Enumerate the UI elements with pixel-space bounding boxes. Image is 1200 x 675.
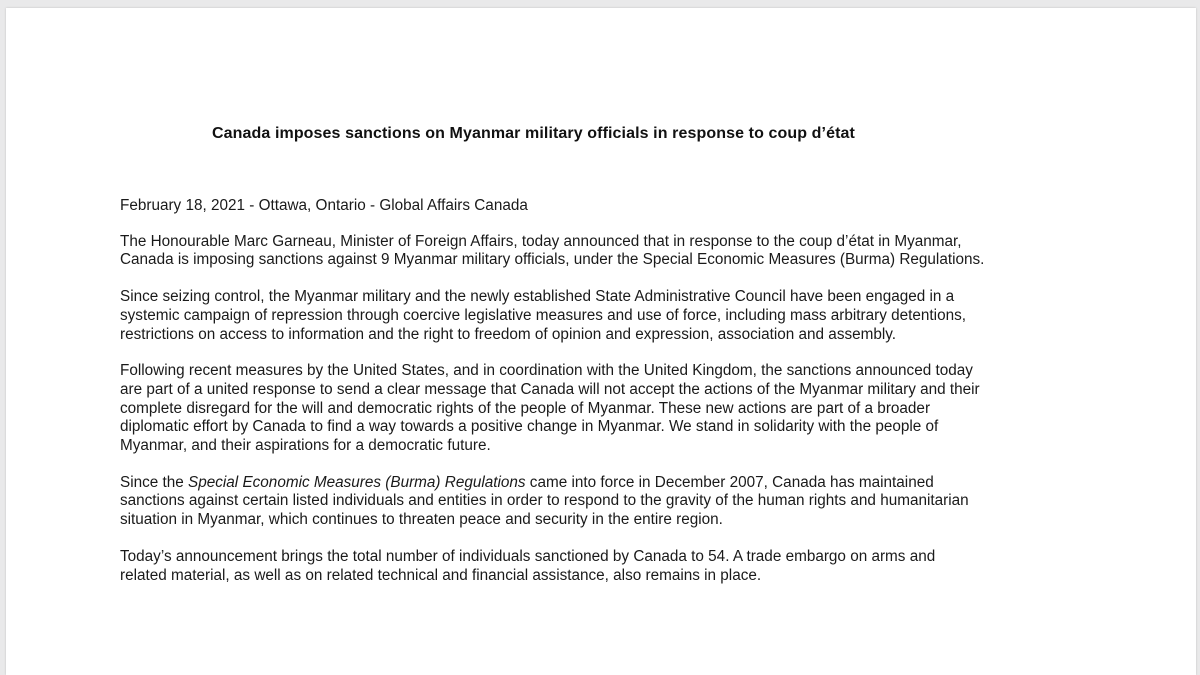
paragraph-regulations-rest: came into force in December 2007, Canada has maintained sanctions against certain listed individuals and entities in order to respond to the gravity of the human rights and humanitarian situation in Myanmar, which continues to threaten peace and security in the entire region.: [120, 473, 969, 529]
paragraph-united-response: Following recent measures by the United States, and in coordination with the United Kingdom, the sanctions announced today are part of a united response to send a clear message that Canada will not accept the actions of the Myanmar military and their complete disregard for the will and democratic rights of the people of Myanmar. These new actions are part of a broader diplomatic effort by Canada to find a way towards a positive change in Myanmar. We stand in solidarity with the people of Myanmar, and their aspirations for a democratic future.: [120, 362, 980, 455]
dateline: February 18, 2021 - Ottawa, Ontario - Global Affairs Canada: [120, 197, 528, 214]
document-body: [120, 197, 1110, 603]
regulations-name-italic: Special Economic Measures (Burma) Regulations: [188, 473, 526, 491]
document-page: [6, 8, 1196, 675]
paragraph-repression: Since seizing control, the Myanmar military and the newly established State Administrative Council have been engaged in a systemic campaign of repression through coercive legislative measures and use of force, including mass arbitrary detentions, restrictions on access to information and the right to freedom of opinion and expression, association and assembly.: [120, 288, 966, 343]
paragraph-total-sanctions: Today’s announcement brings the total number of individuals sanctioned by Canada to 54. A trade embargo on arms and related material, as well as on related technical and financial assistance, also remains in place.: [120, 547, 936, 584]
paragraph-announcement: The Honourable Marc Garneau, Minister of Foreign Affairs, today announced that in response to the coup d’état in Myanmar, Canada is imposing sanctions against 9 Myanmar military officials, under the Special Economic Measures (Burma) Regulations.: [120, 232, 985, 269]
paragraph-regulations-history: [120, 474, 1110, 530]
document-title: Canada imposes sanctions on Myanmar military officials in response to coup d’état: [212, 125, 855, 142]
paragraph-regulations-lead: Since the: [120, 473, 189, 491]
